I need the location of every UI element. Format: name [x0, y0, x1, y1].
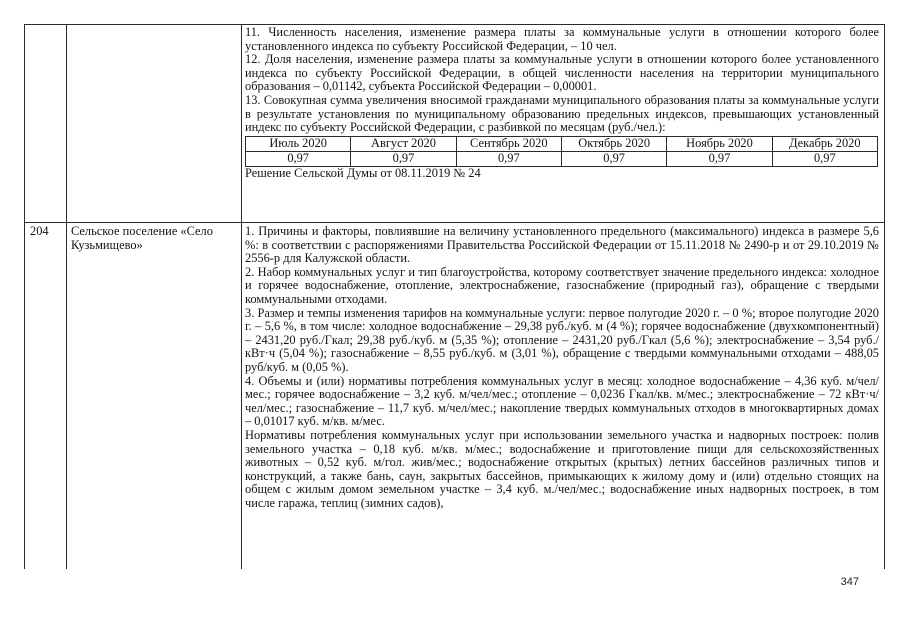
monthly-increase-table — [245, 136, 878, 167]
month-cell: Август 2020 — [351, 136, 456, 151]
previous-row-content — [245, 26, 879, 180]
value-cell: 0,97 — [772, 151, 877, 166]
column-separator-1 — [66, 24, 67, 569]
paragraph-3: 3. Размер и темпы изменения тарифов на коммунальные услуги: первое полугодие 2020 г. – 0 %; второе полугодие 2020 г. – 5,6 %, в том числе: холодное водоснабжение – 29,38 руб./куб. м (4 %); горячее водоснабжение (двухкомпонентный) – 2431,20 руб./Гкал; 29,38 руб./куб. м (5,35 %); отопление – 2431,20 руб./Гкал (5,6 %); электроснабжение – 3,54 руб./кВт·ч (5,04 %); газоснабжение – 8,55 руб./куб. м (3,01 %), обращение с твердыми коммунальными отходами – 488,05 руб/куб. м (0,05 %). — [245, 305, 879, 374]
row-204-content — [245, 225, 879, 569]
item-13-text: 13. Совокупная сумма увеличения вносимой гражданами муниципального образования платы за коммунальные услуги в результате установления по муниципальному образованию предельных индексов, превышающих установленный индекс по субъекту Российской Федерации, с разбивкой по месяцам (руб./чел.): — [245, 92, 879, 135]
month-cell: Ноябрь 2020 — [667, 136, 772, 151]
page-number: 347 — [840, 576, 859, 588]
settlement-name: Сельское поселение «Село Кузьмищево» — [71, 224, 213, 252]
months-header-row — [246, 136, 878, 151]
row-number: 204 — [30, 224, 49, 238]
item-11-text: 11. Численность населения, изменение размера платы за коммунальные услуги в отношении которого более установленного индекса по субъекту Российской Федерации, – 10 чел. — [245, 25, 879, 53]
table-right-border — [884, 24, 885, 569]
month-cell: Сентябрь 2020 — [456, 136, 561, 151]
item-12-text: 12. Доля населения, изменение размера платы за коммунальные услуги в отношении которого более установленного индекса по субъекту Российской Федерации, в общей численности населения на территории муниципального образования – 0,01142, субъекта Российской Федерации – 0,00001. — [245, 52, 879, 94]
value-cell: 0,97 — [667, 151, 772, 166]
month-cell: Октябрь 2020 — [561, 136, 666, 151]
paragraph-5: Нормативы потребления коммунальных услуг при использовании земельного участка и надворных построек: полив земельного участка – 0,18 куб. м/кв. м/мес.; водоснабжение и приготовление пищи для сельскохозяйственных животных – 0,52 куб. м/гол. жив/мес.; водоснабжение открытых (крытых) летних бассейнов различных типов и конструкций, а также бань, саун, закрытых бассейнов, примыкающих к жилому дому и (или) отдельно стоящих на общем с жилым домом земельном участке – 3,4 куб. м./чел/мес.; водоснабжение иных надворных построек, в том числе гаража, теплиц (зимних садов), — [245, 427, 879, 510]
column-separator-2 — [241, 24, 242, 569]
decision-text: Решение Сельской Думы от 08.11.2019 № 24 — [245, 165, 481, 180]
paragraph-1: 1. Причины и факторы, повлиявшие на величину установленного предельного (максимального) индекса в размере 5,6 %: в соответствии с распоряжениями Правительства Российской Федерации от 15.11.2018 № 2490-р и от 29.10.2019 № 2556-р для Калужской области. — [245, 225, 879, 266]
table-left-border — [24, 24, 25, 569]
value-cell: 0,97 — [246, 151, 351, 166]
row-separator — [24, 222, 885, 223]
value-cell: 0,97 — [561, 151, 666, 166]
values-row — [246, 151, 878, 166]
value-cell: 0,97 — [351, 151, 456, 166]
paragraph-4: 4. Объемы и (или) нормативы потребления коммунальных услуг в месяц: холодное водоснабжение – 4,36 куб. м/чел/мес.; горячее водоснабжение – 3,2 куб. м/чел/мес.; отопление – 0,0236 Гкал/кв. м/мес.; электроснабжение – 72 кВт·ч/чел/мес.; газоснабжение – 11,7 куб. м/чел/мес.; накопление твердых коммунальных отходов в многоквартирных домах – 0,01017 куб. м/кв. м/мес. — [245, 373, 879, 429]
month-cell: Июль 2020 — [246, 136, 351, 151]
paragraph-2: 2. Набор коммунальных услуг и тип благоустройства, которому соответствует значение предельного индекса: холодное и горячее водоснабжение, отопление, электроснабжение, газоснабжение (природный газ), обращение с твердыми коммунальными отходами. — [245, 264, 879, 306]
month-cell: Декабрь 2020 — [772, 136, 877, 151]
value-cell: 0,97 — [456, 151, 561, 166]
